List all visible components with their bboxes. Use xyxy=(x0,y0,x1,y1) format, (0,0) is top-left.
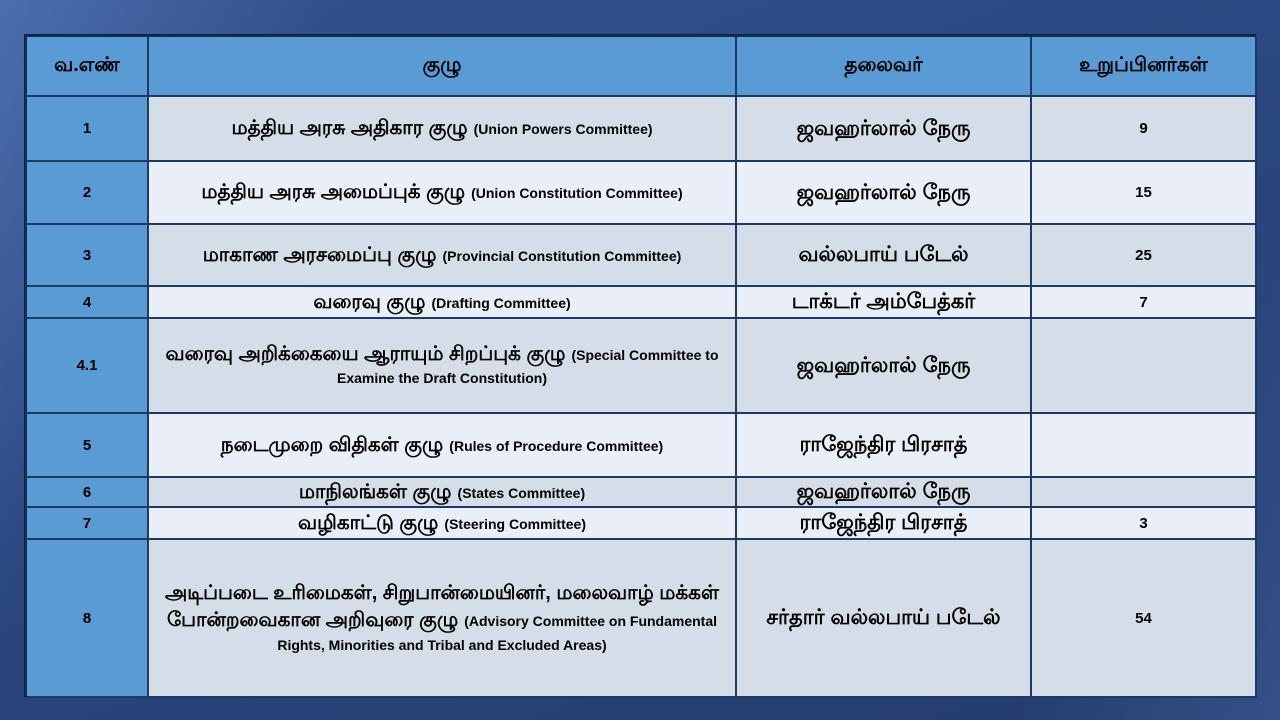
cell-members: 3 xyxy=(1032,508,1257,540)
cell-members: 15 xyxy=(1032,162,1257,225)
cell-committee xyxy=(149,287,737,319)
cell-sno: 3 xyxy=(27,225,149,287)
cell-members: 54 xyxy=(1032,540,1257,698)
cell-members xyxy=(1032,319,1257,414)
cell-sno: 1 xyxy=(27,97,149,162)
cell-chairman: ஜவஹர்லால் நேரு xyxy=(737,162,1032,225)
cell-chairman: டாக்டர் அம்பேத்கர் xyxy=(737,287,1032,319)
committee-name-tamil: மாகாண அரசமைப்பு குழு xyxy=(202,243,437,266)
cell-sno: 5 xyxy=(27,414,149,478)
committee-name-english: (Provincial Constitution Committee) xyxy=(442,247,682,264)
committee-name-english: (Rules of Procedure Committee) xyxy=(449,437,664,454)
cell-chairman: ஜவஹர்லால் நேரு xyxy=(737,478,1032,508)
committees-table xyxy=(25,35,1255,696)
cell-sno: 8 xyxy=(27,540,149,698)
cell-members xyxy=(1032,414,1257,478)
committee-name-tamil: வரைவு அறிக்கையை ஆராயும் சிறப்புக் குழு xyxy=(165,343,566,366)
cell-members: 7 xyxy=(1032,287,1257,319)
committee-name-tamil: வழிகாட்டு குழு xyxy=(298,511,439,534)
header-cell-members: உறுப்பினர்கள் xyxy=(1032,37,1257,97)
cell-chairman: ராஜேந்திர பிரசாத் xyxy=(737,414,1032,478)
cell-sno: 7 xyxy=(27,508,149,540)
committee-name-tamil: மத்திய அரசு அமைப்புக் குழு xyxy=(201,181,466,203)
cell-chairman: வல்லபாய் படேல் xyxy=(737,225,1032,287)
cell-committee xyxy=(149,319,737,414)
cell-committee xyxy=(149,97,737,162)
committee-name-tamil: மாநிலங்கள் குழு xyxy=(298,480,452,503)
cell-chairman: ஜவஹர்லால் நேரு xyxy=(737,97,1032,162)
cell-chairman: சர்தார் வல்லபாய் படேல் xyxy=(737,540,1032,698)
header-cell-sno: வ.எண் xyxy=(27,37,149,97)
header-cell-chairman: தலைவர் xyxy=(737,37,1032,97)
cell-committee xyxy=(149,162,737,225)
committee-name-english: (Advisory Committee on Fundamental Rights, Minorities and Tribal and Excluded Areas) xyxy=(277,612,718,653)
cell-committee xyxy=(149,414,737,478)
committee-name-tamil: நடைமுறை விதிகள் குழு xyxy=(220,433,444,456)
cell-members: 25 xyxy=(1032,225,1257,287)
committee-name-english: (States Committee) xyxy=(457,484,586,501)
committee-name-english: (Special Committee to Examine the Draft Constitution) xyxy=(336,347,719,387)
cell-sno: 4 xyxy=(27,287,149,319)
cell-members xyxy=(1032,478,1257,508)
cell-committee xyxy=(149,478,737,508)
cell-chairman: ராஜேந்திர பிரசாத் xyxy=(737,508,1032,540)
committee-name-english: (Drafting Committee) xyxy=(431,294,571,311)
cell-committee xyxy=(149,508,737,540)
cell-sno: 4.1 xyxy=(27,319,149,414)
committee-name-tamil: அடிப்படை உரிமைகள், சிறுபான்மையினர், மலைவாழ் மக்கள் போன்றவைகான அறிவுரை குழு xyxy=(164,581,720,631)
cell-committee xyxy=(149,225,737,287)
cell-chairman: ஜவஹர்லால் நேரு xyxy=(737,319,1032,414)
committee-name-english: (Union Powers Committee) xyxy=(473,121,653,137)
committee-name-english: (Steering Committee) xyxy=(444,515,586,532)
cell-members: 9 xyxy=(1032,97,1257,162)
header-cell-committee: குழு xyxy=(149,37,737,97)
committee-name-tamil: வரைவு குழு xyxy=(313,290,426,313)
committee-name-tamil: மத்திய அரசு அதிகார குழு xyxy=(231,117,468,139)
cell-sno: 6 xyxy=(27,478,149,508)
cell-sno: 2 xyxy=(27,162,149,225)
committee-name-english: (Union Constitution Committee) xyxy=(471,185,683,201)
cell-committee xyxy=(149,540,737,698)
